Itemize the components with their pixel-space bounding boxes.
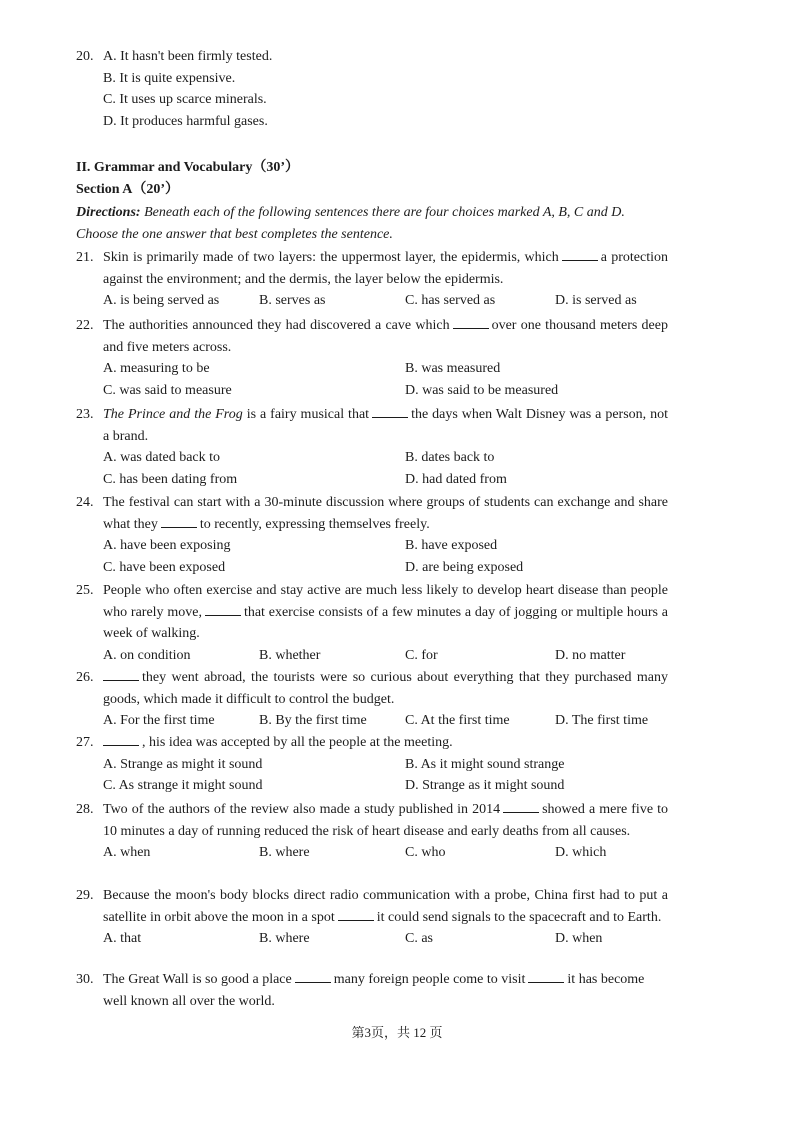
question-text-after: the days when Walt Disney was a person, not a brand. bbox=[103, 407, 669, 444]
question-number: 26. bbox=[76, 670, 94, 685]
question-text-middle: many foreign people come to visit bbox=[333, 972, 526, 987]
option-b[interactable]: B. where bbox=[259, 931, 310, 946]
question-text bbox=[103, 885, 668, 928]
option-c[interactable]: C. as bbox=[405, 931, 433, 946]
question-number: 27. bbox=[76, 735, 94, 750]
options-row bbox=[103, 842, 668, 864]
question-20 bbox=[76, 46, 668, 132]
answer-blank bbox=[372, 405, 408, 418]
question-text bbox=[103, 732, 668, 754]
directions bbox=[76, 202, 668, 245]
question-number: 28. bbox=[76, 802, 94, 817]
answer-blank bbox=[103, 668, 139, 681]
option-d[interactable]: D. are being exposed bbox=[405, 559, 524, 575]
question-number: 25. bbox=[76, 583, 94, 598]
option-d[interactable]: D. which bbox=[555, 845, 607, 860]
option-b[interactable]: B. have exposed bbox=[405, 538, 498, 553]
option-a[interactable]: A. was dated back to bbox=[103, 450, 221, 465]
option-d[interactable]: D. had dated from bbox=[405, 471, 507, 487]
question-text-after: to recently, expressing themselves freely. bbox=[199, 516, 430, 532]
option-c[interactable]: C. has served as bbox=[405, 293, 496, 308]
question-22 bbox=[76, 315, 668, 401]
option-d[interactable]: D. Strange as it might sound bbox=[405, 778, 565, 793]
answer-blank bbox=[205, 603, 241, 616]
option-d[interactable]: D. was said to be measured bbox=[405, 382, 559, 398]
option-c[interactable]: C. was said to measure bbox=[103, 382, 232, 398]
options-grid bbox=[103, 535, 668, 578]
question-number: 23. bbox=[76, 407, 94, 422]
answer-blank bbox=[338, 908, 374, 921]
option-c[interactable]: C. who bbox=[405, 845, 446, 860]
answer-blank-2 bbox=[528, 970, 564, 983]
answer-blank bbox=[562, 248, 598, 261]
options-row bbox=[103, 645, 668, 667]
option-a[interactable]: A. For the first time bbox=[103, 713, 215, 728]
question-number: 29. bbox=[76, 888, 94, 903]
question-text-before: The authorities announced they had discovered a cave which bbox=[103, 318, 450, 333]
question-text bbox=[103, 247, 668, 290]
option-d[interactable]: D. is served as bbox=[555, 293, 637, 308]
question-number: 30. bbox=[76, 972, 94, 987]
option-a[interactable]: A. have been exposing bbox=[103, 538, 231, 553]
question-text-before: The festival can start with a 30-minute discussion where groups of students can exchange and share what they bbox=[103, 495, 668, 532]
question-text-before: is a fairy musical that bbox=[246, 407, 370, 422]
answer-blank bbox=[103, 733, 139, 746]
option-b[interactable]: B. was measured bbox=[405, 361, 501, 376]
question-text bbox=[103, 492, 668, 535]
option-b[interactable]: B. It is quite expensive. bbox=[103, 70, 236, 86]
option-a[interactable]: A. It hasn't been firmly tested. bbox=[103, 49, 273, 64]
option-list bbox=[103, 46, 668, 132]
option-a[interactable]: A. that bbox=[103, 931, 142, 946]
options-grid bbox=[103, 754, 668, 797]
option-b[interactable]: B. As it might sound strange bbox=[405, 756, 565, 772]
option-a[interactable]: A. measuring to be bbox=[103, 361, 210, 376]
page-footer: 第3页，共 12 页 bbox=[351, 1025, 443, 1040]
question-text-after: it could send signals to the spacecraft and to Earth. bbox=[376, 909, 662, 925]
option-c[interactable]: C. has been dating from bbox=[103, 471, 238, 487]
question-text bbox=[103, 315, 668, 358]
question-text bbox=[103, 969, 668, 1012]
question-text-after: over one thousand meters deep and five meters across. bbox=[103, 318, 668, 355]
directions-text: Beneath each of the following sentences there are four choices marked A, B, C and D. Choose the one answer that best completes the sentence. bbox=[76, 205, 625, 242]
option-d[interactable]: D. no matter bbox=[555, 647, 626, 663]
question-text-before: Two of the authors of the review also made a study published in 2014 bbox=[103, 802, 501, 817]
question-23 bbox=[76, 404, 668, 490]
question-27 bbox=[76, 732, 668, 797]
option-b[interactable]: B. dates back to bbox=[405, 450, 495, 465]
question-text-after: a protection against the environment; and the dermis, the layer below the epidermis. bbox=[103, 250, 668, 287]
part-title: II. Grammar and Vocabulary（30’） bbox=[76, 160, 299, 175]
question-21 bbox=[76, 247, 668, 312]
answer-blank bbox=[161, 515, 197, 528]
question-text-before: People who often exercise and stay active are much less likely to develop heart disease than people who rarely move, bbox=[103, 583, 668, 620]
question-text-before: Because the moon's body blocks direct radio communication with a probe, China first had to put a satellite in orbit above the moon in a spot bbox=[103, 888, 668, 925]
question-text-after: , his idea was accepted by all the people at the meeting. bbox=[142, 735, 453, 750]
question-text bbox=[103, 799, 668, 842]
question-text-after: that exercise consists of a few minutes a day of jogging or multiple hours a week of walking. bbox=[103, 604, 668, 641]
options-grid bbox=[103, 358, 668, 401]
option-a[interactable]: A. is being served as bbox=[103, 293, 220, 308]
option-d[interactable]: D. when bbox=[555, 931, 603, 946]
question-text bbox=[103, 667, 668, 710]
option-a[interactable]: A. Strange as might it sound bbox=[103, 756, 263, 772]
section-title: Section A（20’） bbox=[76, 182, 180, 197]
question-text-after: it has become well known all over the world. bbox=[103, 972, 645, 1009]
question-number: 21. bbox=[76, 250, 94, 265]
question-text-before: The Great Wall is so good a place bbox=[103, 972, 292, 987]
question-text bbox=[103, 580, 668, 645]
option-c[interactable]: C. At the first time bbox=[405, 713, 510, 728]
question-text-after: they went abroad, the tourists were so curious about everything that they purchased many goods, which made it difficult to control the budget. bbox=[103, 670, 668, 707]
question-text-before: Skin is primarily made of two layers: the uppermost layer, the epidermis, which bbox=[103, 250, 559, 265]
option-c[interactable]: C. for bbox=[405, 647, 438, 663]
options-grid bbox=[103, 447, 668, 490]
options-row bbox=[103, 290, 668, 312]
answer-blank bbox=[503, 800, 539, 813]
option-c[interactable]: C. It uses up scarce minerals. bbox=[103, 92, 267, 107]
question-number: 24. bbox=[76, 495, 94, 510]
question-number: 22. bbox=[76, 318, 94, 333]
option-d[interactable]: D. It produces harmful gases. bbox=[103, 113, 268, 129]
musical-title: The Prince and the Frog bbox=[103, 407, 243, 422]
question-26 bbox=[76, 667, 668, 732]
answer-blank bbox=[453, 316, 489, 329]
option-b[interactable]: B. whether bbox=[259, 647, 321, 663]
question-30 bbox=[76, 969, 668, 1012]
option-b[interactable]: B. serves as bbox=[259, 293, 326, 308]
question-24 bbox=[76, 492, 668, 578]
options-row bbox=[103, 928, 668, 950]
option-a[interactable]: A. on condition bbox=[103, 647, 191, 663]
question-text-after: showed a mere five to 10 minutes a day of running reduced the risk of heart disease and early deaths from all causes. bbox=[103, 802, 668, 839]
option-d[interactable]: D. The first time bbox=[555, 713, 649, 728]
option-c[interactable]: C. As strange it might sound bbox=[103, 778, 263, 793]
options-row bbox=[103, 710, 668, 732]
question-text bbox=[103, 404, 668, 447]
question-25 bbox=[76, 580, 668, 666]
question-28 bbox=[76, 799, 668, 864]
question-number: 20. bbox=[76, 49, 94, 64]
directions-label: Directions: bbox=[76, 205, 141, 220]
option-b[interactable]: B. By the first time bbox=[259, 713, 367, 728]
option-b[interactable]: B. where bbox=[259, 845, 310, 860]
question-29 bbox=[76, 885, 668, 950]
answer-blank-1 bbox=[295, 970, 331, 983]
option-a[interactable]: A. when bbox=[103, 845, 151, 860]
option-c[interactable]: C. have been exposed bbox=[103, 559, 226, 575]
